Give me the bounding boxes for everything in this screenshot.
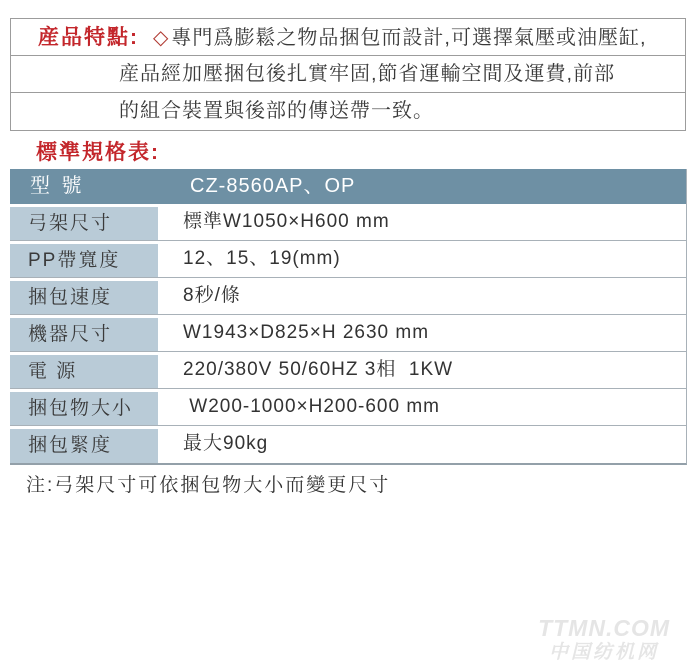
- watermark: [538, 617, 670, 662]
- features-line-2: 産品經加壓捆包後扎實牢固,節省運輸空間及運費,前部: [11, 56, 685, 93]
- watermark-site-cn: 中国纺机网: [549, 642, 660, 663]
- table-header-row: [10, 169, 686, 204]
- header-model-value: CZ-8560AP、OP: [190, 175, 356, 197]
- footnote: 注:弓架尺寸可依捆包物大小而變更尺寸: [26, 475, 391, 496]
- features-line-3: 的組合裝置與後部的傳送帶一致。: [119, 100, 434, 122]
- row-value: W200-1000×H200-600 mm: [183, 396, 440, 417]
- features-title: 産品特點:: [38, 26, 139, 49]
- row-value: 最大90kg: [183, 433, 269, 454]
- row-label: 機器尺寸: [10, 315, 158, 351]
- features-row-1: [11, 19, 685, 56]
- features-line-1: 專門爲膨鬆之物品捆包而設計,可選擇氣壓或油壓缸,: [171, 27, 647, 49]
- spec-table: [10, 169, 687, 465]
- diamond-bullet-icon: ◇: [153, 27, 170, 49]
- table-row: [10, 241, 686, 278]
- table-row: [10, 315, 686, 352]
- row-value: W1943×D825×H 2630 mm: [183, 322, 430, 343]
- watermark-site: TTMN.COM: [538, 615, 670, 641]
- row-label: 捆包物大小: [10, 389, 158, 425]
- table-row: [10, 426, 686, 463]
- row-label: 電 源: [10, 352, 158, 388]
- spec-table-title: 標準規格表:: [36, 141, 160, 164]
- row-value: 8秒/條: [183, 285, 241, 306]
- row-value: 220/380V 50/60HZ 3相 1KW: [183, 359, 454, 380]
- table-row: [10, 352, 686, 389]
- table-row: [10, 204, 686, 241]
- header-model-label: 型 號: [30, 175, 85, 197]
- row-label: PP帶寬度: [10, 241, 158, 277]
- row-label: 捆包緊度: [10, 426, 158, 463]
- row-label: 捆包速度: [10, 278, 158, 314]
- row-label: 弓架尺寸: [10, 204, 158, 240]
- features-box: [10, 18, 686, 131]
- row-value: 標準W1050×H600 mm: [183, 211, 390, 232]
- table-row: [10, 389, 686, 426]
- row-value: 12、15、19(mm): [183, 248, 341, 269]
- table-row: [10, 278, 686, 315]
